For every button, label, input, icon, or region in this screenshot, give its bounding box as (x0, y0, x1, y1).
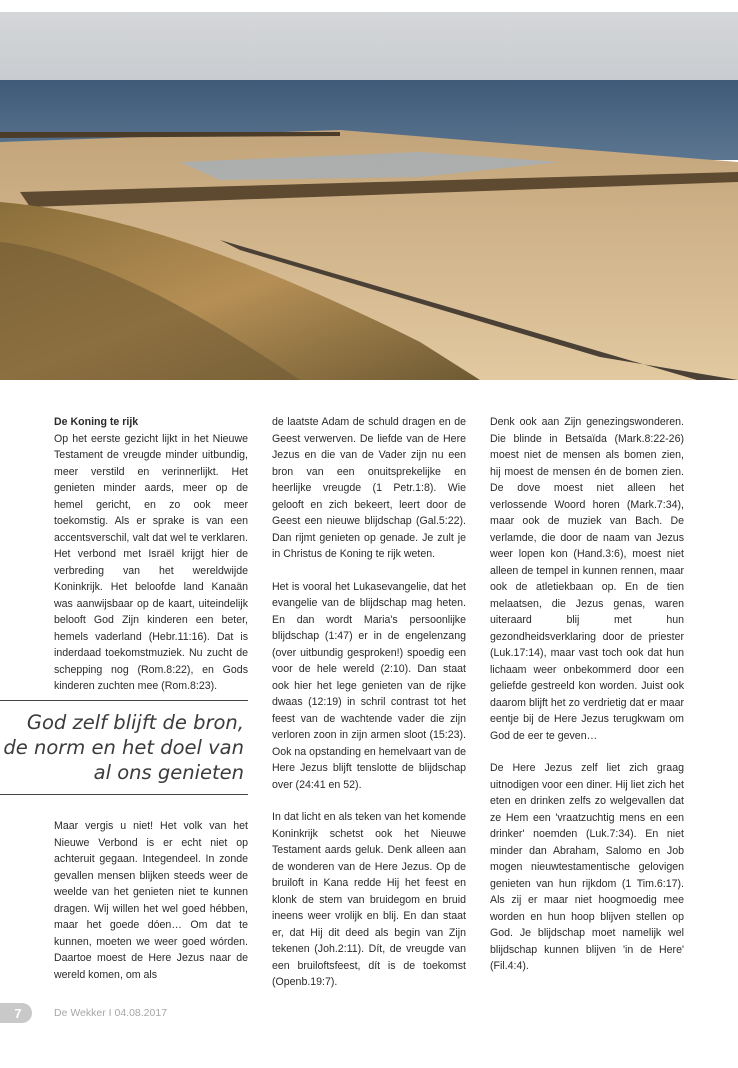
paragraph: Maar vergis u niet! Het volk van het Nieuwe Verbond is er echt niet op achteruit gegaan. Integendeel. In zonde gevallen mensen blijken steeds weer de weelde van het genieten niet te kunnen dragen. Wij willen het wel goed hébben, maar het goede dóen… Om dat te kunnen, moeten we weer goed wórden. Daartoe moest de Here Jezus naar de wereld komen, om als (54, 820, 248, 981)
section-heading: De Koning te rijk (54, 416, 139, 428)
page-footer (0, 1003, 167, 1023)
paragraph: Het is vooral het Lukasevangelie, dat het evangelie van de blijdschap mag heten. En dan wordt Maria's persoonlijke blijdschap (1:47) er in de engelenzang (over uitbundig gesproken!) spoedig een voor de hele wereld (2:10). Dan staat ook hier het lege genieten van de rijke dwaas (12:19) in schril contrast tot het feest van de wachtende vader die zijn verloren zoon in zijn armen sloot (15:23). Ook na opstanding en hemelvaart van de Here Jezus blijft tenslotte de blijdschap over (24:41 en 52). (272, 580, 466, 791)
beach-dunes-photo (0, 12, 738, 380)
paragraph: In dat licht en als teken van het komende Koninkrijk schetst ook het Nieuwe Testament aards geluk. Denk alleen aan de wonderen van de Here Jezus. Op de bruiloft in Kana redde Hij het feest en klonk de stem van bruidegom en bruid ineens weer vrolijk en blij. En dan staat er, dat Hij dit deed als begin van Zijn tekenen (Joh.2:11). Dít, de vreugde van een bruiloftsfeest, dít is de toekomst (Openb.19:7). (272, 811, 466, 988)
article-column-3 (490, 414, 684, 991)
paragraph: Op het eerste gezicht lijkt in het Nieuwe Testament de vreugde minder uitbundig, meer verstild en verinnerlijkt. Het genieten minder aards, meer op de hemel gericht, en zo ook meer toekomstig. Als er sprake is van een accentsverschil, valt dat wel te verklaren. Het verbond met Israël krijgt hier de verbreding van het wereldwijde Koninkrijk. Het beloofde land Kanaän was aanwijsbaar op de kaart, uiteindelijk belooft God Zijn kinderen een beter, hemels vaderland (Hebr.11:16). Dat is inderdaad toekomstmuziek. Nu zucht de schepping nog (Rom.8:22), en Gods kinderen zuchten mee (Rom.8:23). (54, 432, 248, 692)
paragraph: Denk ook aan Zijn genezingswonderen. Die blinde in Betsaïda (Mark.8:22-26) moest niet de mensen als bomen zien, hij moest de mensen én de bomen zien. De dove moest niet alleen het verlossende Woord horen (Mark.7:34), maar ook de muziek van Bach. De verlamde, die door de naam van Jezus weer lopen kon (Hand.3:6), moest niet alleen de tempel in kunnen rennen, maar ook de atletiekbaan op. En de tien melaatsen, die Jezus genas, waren uiteraard blij met hun gezondheidsverklaring door de priester (Luk.17:14), maar vast toch ook dat hun lichaam weer onbekommerd door een geliefde gestreeld kon worden. Juist ook daarom blijft het zo verdrietig dat er maar eentje bij de Here Jezus terugkwam om God de eer te geven… (490, 416, 684, 742)
article-column-1-continued (54, 818, 248, 983)
pull-quote (0, 700, 248, 795)
paragraph: de laatste Adam de schuld dragen en de Geest verwerven. De liefde van de Here Jezus en die van de Vader zijn nu een bron van een onuitsprekelijke en heerlijke vreugde (1 Petr.1:8). Wie gelooft en zich bekeert, leert door de Geest een nieuwe blijdschap (Gal.5:22). Dan rijmt genieten op genade. Je zult je in Christus de Koning te rijk weten. (272, 416, 466, 560)
pull-quote-text: God zelf blijft de bron, de norm en het doel van al ons genieten (3, 711, 244, 784)
publication-info: De Wekker I 04.08.2017 (54, 1007, 168, 1019)
page-number: 7 (0, 1003, 32, 1023)
article-column-2 (272, 414, 466, 1007)
article-column-1 (54, 414, 248, 711)
paragraph: De Here Jezus zelf liet zich graag uitnodigen voor een diner. Hij liet zich het eten en drinken zelfs zo welgevallen dat ze Hem een 'vraatzuchtig mens en een drinker' noemden (Luk.7:34). En niet minder dan Abraham, Salomo en Job mogen nieuwtestamentische gelovigen genieten van hun rijkdom (1 Tim.6:17). Als zij er maar niet hoogmoedig mee worden en hun hoop blijven stellen op God. Je blijdschap moet namelijk wel blijdschap kunnen blijven 'in de Here' (Fil.4:4). (490, 762, 684, 972)
